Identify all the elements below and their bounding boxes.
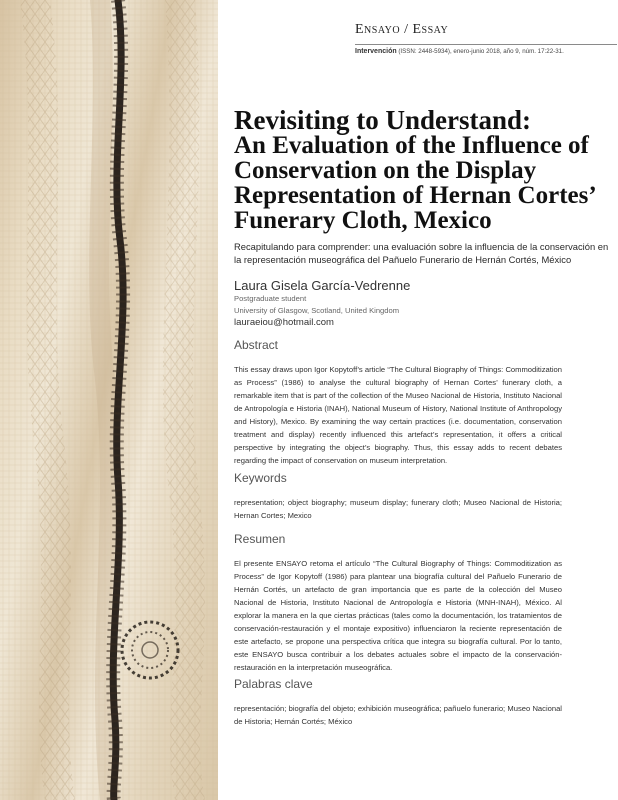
- abstract-heading: Abstract: [234, 338, 279, 352]
- resumen-text: El presente ENSAYO retoma el artículo “The Cultural Biography of Things: Commoditization as Process” de Igor Kopytoff (1986) para plantear una biografía cultural del Pañuelo Funerario de Hernán Cortés, un artefacto de gran importancia que es parte de la colección del Museo Nacional de Historia, Instituto Nacional de Antropología e Historia (MNH-INAH), México. Al explorar la manera en la que ciertas prácticas (tales como la documentación, los tratamientos de conservación-restauración y el montaje expositivo) influenciaron la reciente representación de este artefacto, se propone una perspectiva crítica que integra su biografía cultural. Por lo tanto, este ENSAYO busca contribuir a los debates actuales sobre el impacto de la conservación-restauración en la interpretación museográfica.: [234, 559, 562, 672]
- journal-info: (ISSN: 2448-5934), enero-junio 2018, año 9, núm. 17:22-31.: [398, 48, 564, 55]
- journal-citation: [355, 48, 617, 55]
- textile-illustration: [0, 0, 218, 800]
- author-affiliation-block: [234, 293, 399, 317]
- resumen-heading: Resumen: [234, 532, 286, 546]
- abstract-text: This essay draws upon Igor Kopytoff’s article “The Cultural Biography of Things: Commoditization as Process” (1986) to analyse the cultural biography of Hernan Cortes’ funerary cloth, a remarkable item that is part of the collection of the Museo Nacional de Historia, Instituto Nacional de Antropología e Historia (INAH), National Museum of History, National Institute of Anthropology and History), Mexico. By examining the way certain practices (i.e. documentation, conservation treatment and display) recently influenced this artefact’s representation, it offers a critical perspective by integrating the object’s biography. Thus, this essay adds to recent debates regarding the impact of conservation on museum interpretation.: [234, 365, 562, 465]
- author-role: Postgraduate student: [234, 294, 307, 303]
- author-email: lauraeiou@hotmail.com: [234, 317, 334, 328]
- section-label: Ensayo / Essay: [355, 22, 449, 37]
- author-affiliation: University of Glasgow, Scotland, United Kingdom: [234, 306, 400, 315]
- journal-brand: Intervención: [355, 48, 397, 55]
- palabras-clave-text: representación; biografía del objeto; exhibición museográfica; pañuelo funerario; Museo Nacional de Historia; Hernán Cortés; México: [234, 704, 562, 726]
- author-name: Laura Gisela García-Vedrenne: [234, 278, 411, 293]
- article-subtitle-es: Recapitulando para comprender: una evaluación sobre la influencia de la conservación en la representación museográfica del Pañuelo Funerario de Hernán Cortés, México: [234, 241, 609, 265]
- keywords-text: representation; object biography; museum display; funerary cloth; Museo Nacional de Historia; Hernan Cortes; Mexico: [234, 498, 562, 520]
- palabras-clave-heading: Palabras clave: [234, 677, 313, 691]
- article-title-line1: Revisiting to Understand:: [234, 105, 532, 135]
- article-title: [234, 105, 614, 234]
- article-title-rest: An Evaluation of the Influence of Conservation on the Display Representation of Hernan Cortes’ Funerary Cloth, Mexico: [234, 132, 595, 234]
- cover-photo-funerary-cloth: [0, 0, 218, 800]
- keywords-heading: Keywords: [234, 471, 287, 485]
- header-rule: [355, 44, 617, 45]
